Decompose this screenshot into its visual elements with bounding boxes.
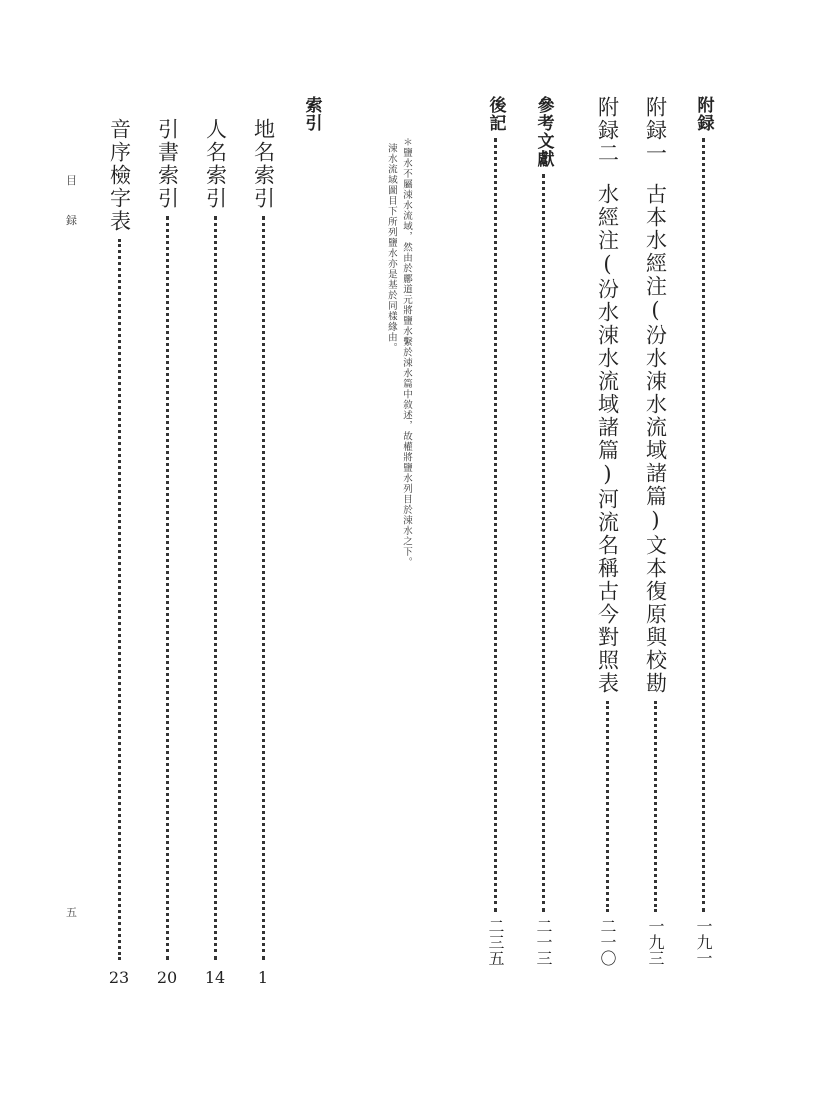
toc-page-appendix-1: 一九三 (646, 918, 665, 966)
toc-title-place-index: 地名索引 (251, 118, 276, 210)
toc-entry-afterword[interactable] (480, 96, 510, 966)
toc-page-appendix-2: 二一〇 (598, 918, 617, 966)
toc-entry-book-index[interactable] (152, 118, 182, 960)
toc-entry-appendix-1[interactable] (640, 96, 670, 966)
toc-title-references: 參考文獻 (533, 96, 554, 168)
dot-leader (262, 216, 265, 960)
dot-leader (542, 174, 545, 912)
dot-leader (654, 701, 657, 912)
toc-page-references: 二一三 (534, 918, 553, 966)
toc-entry-person-index[interactable] (200, 118, 230, 960)
toc-label-appendix-1: 附録一 (643, 96, 668, 165)
toc-entry-place-index[interactable] (248, 118, 278, 960)
toc-entry-references[interactable] (528, 96, 558, 966)
toc-title-appendix-1: 古本水經注(汾水涑水流域諸篇)文本復原與校勘 (643, 183, 668, 695)
footnote-line-1: ＊鹽水不屬涑水流域，然由於酈道元將鹽水繫於涑水篇中敘述，故權將鹽水列目於涑水之下。 (401, 137, 412, 568)
toc-title-appendix-2: 水經注(汾水涑水流域諸篇)河流名稱古今對照表 (595, 183, 620, 695)
toc-label-appendix-2: 附録二 (595, 96, 620, 165)
dot-leader (606, 701, 609, 912)
dot-leader (118, 239, 121, 960)
page-folio: 五 (66, 906, 77, 919)
footnote-line-2: 涑水流域圖目下所列鹽水亦是基於同樣緣由。 (385, 143, 397, 353)
header-char-mu: 目 (66, 174, 77, 187)
toc-page-afterword: 二三五 (486, 918, 505, 966)
toc-title-afterword: 後記 (485, 96, 506, 132)
dot-leader (494, 138, 497, 912)
dot-leader (166, 216, 169, 960)
toc-entry-phonetic-index[interactable] (104, 118, 134, 960)
footnote (385, 137, 414, 568)
toc-title-phonetic-index: 音序檢字表 (107, 118, 132, 233)
toc-entry-appendix-2[interactable] (592, 96, 622, 966)
toc-page-book-index: 20 (156, 968, 178, 987)
toc-title-book-index: 引書索引 (155, 118, 180, 210)
toc-page-place-index: 1 (257, 968, 269, 987)
toc-page-phonetic-index: 23 (108, 968, 130, 987)
dot-leader (702, 138, 705, 912)
toc-title-person-index: 人名索引 (203, 118, 228, 210)
toc-page-person-index: 14 (204, 968, 226, 987)
toc-entry-appendix[interactable] (688, 96, 718, 966)
header-char-lu: 録 (66, 214, 77, 227)
toc-title-appendix: 附録 (693, 96, 714, 132)
toc-page-appendix: 一九一 (694, 918, 713, 966)
dot-leader (214, 216, 217, 960)
toc-heading-index[interactable] (296, 96, 326, 132)
toc-title-index: 索引 (301, 96, 322, 132)
